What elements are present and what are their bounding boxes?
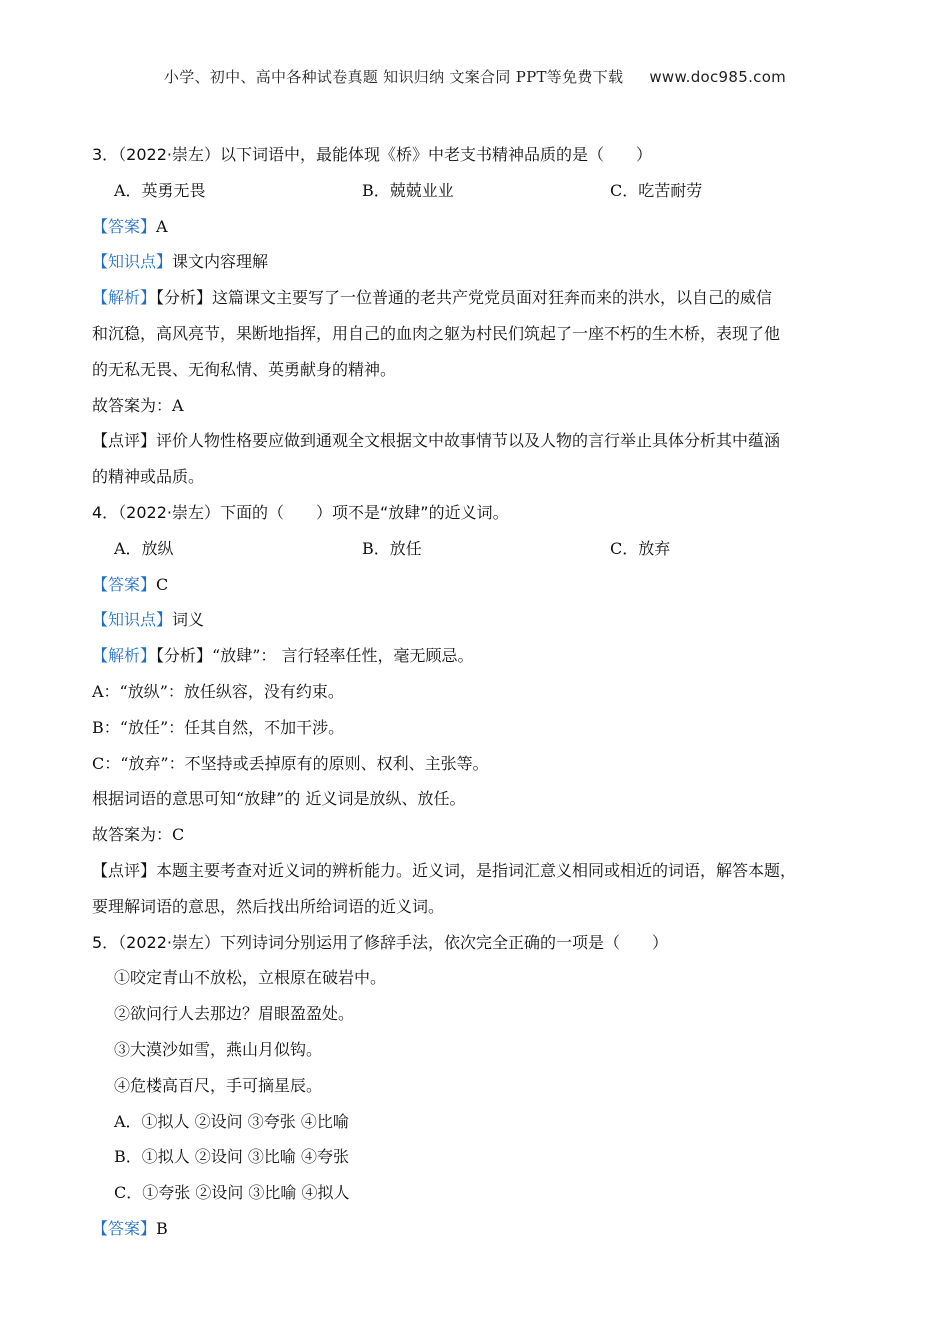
analysis-tag: 【解析】 (92, 288, 157, 308)
header-text: 小学、初中、高中各种试卷真题 知识归纳 文案合同 PPT等免费下载 (163, 68, 624, 86)
q4-knowledge-point (92, 602, 862, 638)
q3-option-a: A．英勇无畏 (114, 180, 206, 200)
q4-analysis-line: 根据词语的意思可知“放肆”的 近义词是放纵、放任。 (92, 789, 466, 809)
q3-analysis-line: 的无私无畏、无徇私情、英勇献身的精神。 (92, 359, 397, 379)
q4-analysis-line (92, 638, 862, 674)
q5-poem-line: ①咬定青山不放松，立根原在破岩中。 (114, 968, 387, 988)
q4-stem: 4．（2022·崇左）下面的（ ）项不是“放肆”的近义词。 (92, 502, 509, 522)
q5-option-a: A．①拟人 ②设问 ③夸张 ④比喻 (114, 1111, 349, 1131)
q3-comment-line: 的精神或品质。 (92, 467, 205, 487)
q3-knowledge-point (92, 244, 862, 280)
q4-conclusion: 故答案为：C (92, 825, 185, 845)
q5-option-c: C．①夸张 ②设问 ③比喻 ④拟人 (114, 1183, 350, 1203)
q3-analysis-text: 这篇课文主要写了一位普通的老共产党党员面对狂奔而来的洪水，以自己的威信 (212, 288, 773, 308)
q3-options (92, 173, 862, 209)
q5-poem-line: ②欲问行人去那边？眉眼盈盈处。 (114, 1004, 355, 1024)
analysis-sub-tag: 【分析】 (156, 288, 213, 308)
q3-option-c: C．吃苦耐劳 (610, 180, 703, 200)
q4-comment-text: 本题主要考查对近义词的辨析能力。近义词，是指词汇意义相同或相近的词语，解答本题， (156, 860, 797, 880)
q3-comment-line (92, 423, 862, 459)
q4-comment-line (92, 853, 862, 889)
q3-answer-value: A (156, 216, 168, 236)
answer-tag: 【答案】 (92, 216, 157, 236)
answer-tag: 【答案】 (92, 1218, 157, 1238)
q4-option-b: B．放任 (362, 538, 422, 558)
q4-option-a: A．放纵 (114, 538, 174, 558)
q3-option-b: B．兢兢业业 (362, 180, 454, 200)
q5-answer (92, 1211, 862, 1247)
q5-poem-line: ④危楼高百尺，手可摘星辰。 (114, 1075, 323, 1095)
header-site: www.doc985.com (649, 68, 787, 86)
page-header (0, 66, 950, 87)
document-body (92, 137, 862, 1247)
knowledge-tag: 【知识点】 (92, 610, 173, 630)
q4-option-c: C．放弃 (610, 538, 671, 558)
q3-comment-text: 评价人物性格要应做到通观全文根据文中故事情节以及人物的言行举止具体分析其中蕴涵 (156, 431, 781, 451)
q3-stem: 3．（2022·崇左）以下词语中，最能体现《桥》中老支书精神品质的是（ ） (92, 145, 652, 164)
q5-option-b: B．①拟人 ②设问 ③比喻 ④夸张 (114, 1147, 350, 1167)
comment-tag: 【点评】 (92, 860, 157, 880)
q4-analysis-text: “放肆”： 言行轻率任性，毫无顾忌。 (212, 646, 474, 666)
q3-answer (92, 209, 862, 245)
comment-tag: 【点评】 (92, 431, 157, 451)
q4-answer (92, 567, 862, 603)
q4-answer-value: C (156, 574, 169, 594)
q3-analysis-line (92, 280, 862, 316)
answer-tag: 【答案】 (92, 574, 157, 594)
knowledge-tag: 【知识点】 (92, 252, 173, 272)
q4-options (92, 531, 862, 567)
analysis-tag: 【解析】 (92, 646, 157, 666)
q3-kp-value: 课文内容理解 (172, 252, 269, 272)
q3-conclusion: 故答案为：A (92, 395, 184, 415)
q4-analysis-line: A：“放纵”：放任纵容，没有约束。 (92, 681, 344, 701)
q3-analysis-line: 和沉稳，高风亮节，果断地指挥，用自己的血肉之躯为村民们筑起了一座不朽的生木桥，表现了他 (92, 323, 781, 343)
analysis-sub-tag: 【分析】 (156, 646, 213, 666)
q4-analysis-line: B：“放任”：任其自然，不加干涉。 (92, 717, 345, 737)
q5-poem-line: ③大漠沙如雪，燕山月似钩。 (114, 1039, 323, 1059)
q4-kp-value: 词义 (172, 610, 205, 630)
q4-comment-line: 要理解词语的意思，然后找出所给词语的近义词。 (92, 896, 445, 916)
q5-stem: 5．（2022·崇左）下列诗词分别运用了修辞手法，依次完全正确的一项是（ ） (92, 932, 668, 952)
q4-analysis-line: C：“放弃”：不坚持或丢掉原有的原则、权利、主张等。 (92, 753, 489, 773)
q5-answer-value: B (156, 1218, 168, 1238)
